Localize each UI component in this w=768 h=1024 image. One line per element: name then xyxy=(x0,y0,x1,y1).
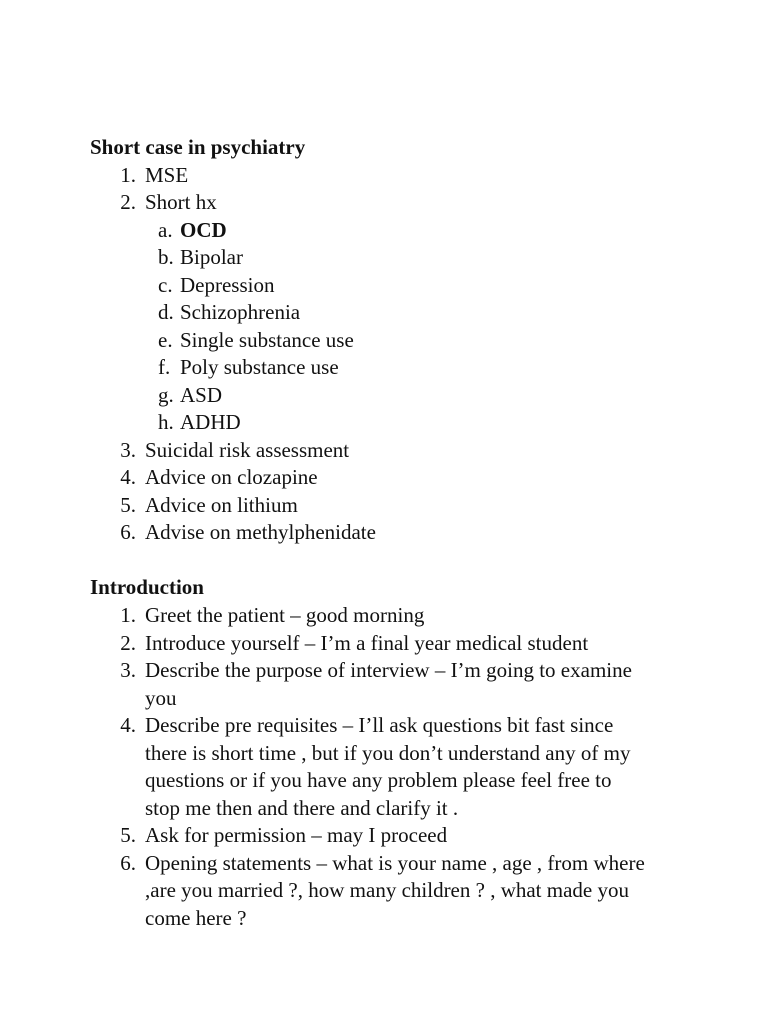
list-text-line: Describe the purpose of interview – I’m going to examine xyxy=(145,658,632,682)
list-text-line: Describe pre requisites – I’ll ask questions bit fast since xyxy=(145,713,614,737)
list-text: Advice on lithium xyxy=(145,492,298,517)
list-text-line: stop me then and there and clarify it . xyxy=(145,795,459,820)
list-text: Short hx xyxy=(145,190,217,214)
list-text-line: Ask for permission – may I proceed xyxy=(145,823,448,847)
list-text: ASD xyxy=(180,382,223,407)
list-letter: h. xyxy=(158,410,174,434)
list-text-line: questions or if you have any problem please feel free to xyxy=(145,768,612,792)
list-letter: b. xyxy=(158,245,174,269)
list-number: 4. xyxy=(120,713,136,737)
list-text: OCD xyxy=(180,217,227,242)
list-number: 3. xyxy=(120,437,136,462)
list-number: 3. xyxy=(120,658,136,682)
list-text-line: ,are you married ?, how many children ? , what made you xyxy=(145,878,629,902)
list-letter: a. xyxy=(158,217,173,242)
list-text: Poly substance use xyxy=(180,355,339,379)
list-text-line: Greet the patient – good morning xyxy=(145,603,425,627)
list-text-line: there is short time , but if you don’t understand any of my xyxy=(145,740,631,765)
list-letter: f. xyxy=(158,355,171,379)
list-number: 4. xyxy=(120,465,136,489)
section-title-introduction: Introduction xyxy=(90,575,204,599)
list-text-line: Opening statements – what is your name , age , from where xyxy=(145,850,645,875)
list-text: ADHD xyxy=(180,410,241,434)
list-number: 1. xyxy=(120,162,136,187)
list-number: 2. xyxy=(120,630,136,655)
list-text-line: you xyxy=(145,685,177,710)
list-text: Depression xyxy=(180,272,275,297)
list-letter: e. xyxy=(158,327,173,352)
list-number: 1. xyxy=(120,603,136,627)
list-text: MSE xyxy=(145,162,189,187)
list-text-line: come here ? xyxy=(145,905,247,930)
list-text: Advise on methylphenidate xyxy=(145,520,376,544)
list-text: Suicidal risk assessment xyxy=(145,437,350,462)
list-text: Advice on clozapine xyxy=(145,465,318,489)
list-number: 6. xyxy=(120,850,136,875)
list-letter: c. xyxy=(158,272,173,297)
list-number: 2. xyxy=(120,190,136,214)
list-number: 5. xyxy=(120,823,136,847)
list-text: Bipolar xyxy=(180,245,243,269)
list-letter: g. xyxy=(158,382,174,407)
list-text: Single substance use xyxy=(180,327,354,352)
list-text-line: Introduce yourself – I’m a final year medical student xyxy=(145,630,589,655)
section-title-short-case: Short case in psychiatry xyxy=(90,135,306,159)
list-text: Schizophrenia xyxy=(180,300,301,324)
list-number: 6. xyxy=(120,520,136,544)
list-letter: d. xyxy=(158,300,174,324)
list-number: 5. xyxy=(120,492,136,517)
